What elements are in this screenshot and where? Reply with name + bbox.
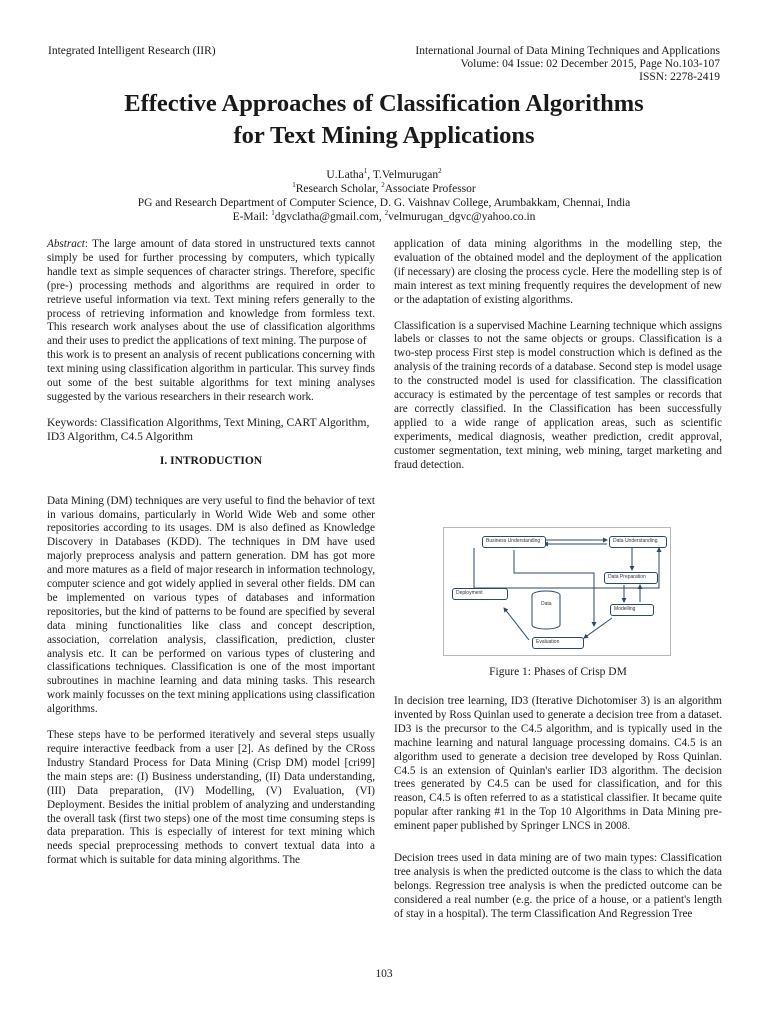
email-2: velmurugan_dgvc@yahoo.co.in xyxy=(388,211,536,223)
role-1: Research Scholar, xyxy=(295,183,382,195)
header-right xyxy=(415,45,720,84)
keywords: Keywords: Classification Algorithms, Text Mining, CART Algorithm, ID3 Algorithm, C4.5 Algorithm xyxy=(47,416,370,443)
data-understanding-box: Data Understanding xyxy=(609,536,667,548)
affiliation: PG and Research Department of Computer Science, D. G. Vaishnav College, Arumbakkam, Chennai, India xyxy=(137,197,631,209)
issn: ISSN: 2278-2419 xyxy=(639,71,720,83)
journal-name: International Journal of Data Mining Techniques and Applications xyxy=(415,45,720,57)
section-heading-introduction: I. INTRODUCTION xyxy=(159,454,263,467)
abstract-part-1 xyxy=(47,238,375,349)
business-understanding-box: Business Understanding xyxy=(482,536,546,548)
email-1-mark: 1 xyxy=(271,209,275,218)
authors xyxy=(0,168,768,182)
data-preparation-box: Data Preparation xyxy=(604,572,658,584)
left-column xyxy=(47,238,375,880)
arrow-modelling-to-evaluation xyxy=(584,618,612,638)
abstract-text-1: : The large amount of data stored in unstructured texts cannot simply be used for further processing by computers, which typically handle text as simple sequences of character strings. Therefore, specific (pre-) processing methods and algorithms are required in order to retrieve useful information via text. Text mining refers generally to the process of retrieving information and knowledge from formless text. This research work analyses about the use of classification algorithms and their uses to predict the applications of text mining. The purpose of xyxy=(47,238,375,348)
right-column-top xyxy=(394,238,722,485)
role-1-mark: 1 xyxy=(292,181,296,190)
right-paragraph-1: application of data mining algorithms in the modelling step, the evaluation of the obtained model and the deployment of the application (if necessary) are closing the process cycle. Here the modelling step is of main interest as text mining frequently requires the development of new or the adaptation of existing algorithms. xyxy=(394,238,722,306)
email-1: dgvclatha@gmail.com, xyxy=(274,211,385,223)
figure-caption: Figure 1: Phases of Crisp DM xyxy=(489,666,627,678)
email-prefix: E-Mail: xyxy=(232,211,272,223)
arrow-evaluation-to-deployment xyxy=(504,608,529,640)
crisp-dm-figure xyxy=(443,527,671,656)
email-line xyxy=(0,210,768,224)
author-separator: , xyxy=(367,169,373,181)
role-2-mark: 2 xyxy=(381,181,385,190)
author-1: U.Latha xyxy=(326,169,364,181)
email-2-mark: 2 xyxy=(384,209,389,218)
right-paragraph-2: Classification is a supervised Machine Learning technique which assigns labels or classes to not the same objects or groups. Classification is a two-step process First step is model construction which is defined as the analysis of the training records of a database. Second step is model usage to the constructed model is used for classification. The classification accuracy is estimated by the percentage of test samples or records that are correctly classified. In the Classification has been successfully applied to a wide range of application areas, such as scientific experiments, medical diagnosis, weather prediction, credit approval, customer segmentation, text mining, web mining, target marketing and fraud detection. xyxy=(394,319,722,471)
right-paragraph-3: In decision tree learning, ID3 (Iterative Dichotomiser 3) is an algorithm invented by Ross Quinlan used to generate a decision tree from a dataset. ID3 is the precursor to the C4.5 algorithm, and is typically used in the machine learning and natural language processing domains. C4.5 is an algorithm used to generate a decision tree developed by Ross Quinlan. C4.5 is an extension of Quinlan's earlier ID3 algorithm. The decision trees generated by C4.5 can be used for classification, and for this reason, C4.5 is often referred to as a statistical classifier. It became quite popular after ranking #1 in the Top 10 Algorithms in Data Mining pre-eminent paper published by Springer LNCS in 2008. xyxy=(394,695,722,833)
page-number: 103 xyxy=(375,968,393,980)
data-label: Data xyxy=(541,601,552,607)
author-roles xyxy=(0,182,768,196)
deployment-box: Deployment xyxy=(452,588,508,600)
volume-info: Volume: 04 Issue: 02 December 2015, Page No.103-107 xyxy=(460,58,720,70)
abstract-part-2: this work is to present an analysis of recent publications concerning with text mining using classification algorithm in particular. This survey finds out some of the best suitable algorithms for text mining analyses suggested by the various researchers in their research work. xyxy=(47,349,375,403)
author-2-mark: 2 xyxy=(438,167,442,176)
evaluation-box: Evaluation xyxy=(532,637,584,649)
header-left: Integrated Intelligent Research (IIR) xyxy=(48,45,216,57)
intro-paragraph-2: These steps have to be performed iteratively and several steps usually require interactive feedback from a user [2]. As defined by the CRoss Industry Standard Process for Data Mining (Crisp DM) model [cri99] the main steps are: (I) Business understanding, (II) Data understanding, (III) Data preparation, (IV) Modelling, (V) Evaluation, (VI) Deployment. Besides the initial problem of analyzing and understanding the overall task (first two steps) one of the most time consuming steps is data preparation. This is especially of interest for text mining which needs special preprocessing methods to convert textual data into a format which is suitable for data mining algorithms. The xyxy=(47,729,375,867)
author-2: T.Velmurugan xyxy=(372,169,439,181)
modelling-box: Modelling xyxy=(610,604,654,616)
intro-paragraph-1: Data Mining (DM) techniques are very useful to find the behavior of text in various domains, particularly in World Wide Web and some other repositories according to its usages. DM is also defined as Knowledge Discovery in Databases (KDD). The techniques in DM have used majorly preprocess analysis and pattern generation. DM has got more and more matures as a field of major research in information technology, computer science and got widely applied in several other fields. DM can be implemented on various types of databases and information repositories, but the kind of patterns to be found are specified by several data mining functionalities like class and concept description, association, correlation analysis, classification, prediction, cluster analysis etc. It can be performed on various types of clustering and classifications techniques. Classification is one of the most important subroutines in machine learning and data mining tasks. This research work mainly focusses on the text mining applications using classification algorithms. xyxy=(47,494,375,716)
paper-title-line-1: Effective Approaches of Classification Algorithms xyxy=(124,90,644,117)
right-column-bottom xyxy=(394,695,722,934)
data-cylinder xyxy=(532,591,560,629)
paper-title-line-2: for Text Mining Applications xyxy=(233,122,535,149)
abstract-label: Abstract xyxy=(47,238,85,250)
role-2: Associate Professor xyxy=(384,183,476,195)
author-1-mark: 1 xyxy=(363,167,368,176)
right-paragraph-4: Decision trees used in data mining are of two main types: Classification tree analysis is when the predicted outcome is the class to which the data belongs. Regression tree analysis is when the predicted outcome can be considered a real number (e.g. the price of a house, or a patient's length of stay in a hospital). The term Classification And Regression Tree xyxy=(394,852,722,920)
